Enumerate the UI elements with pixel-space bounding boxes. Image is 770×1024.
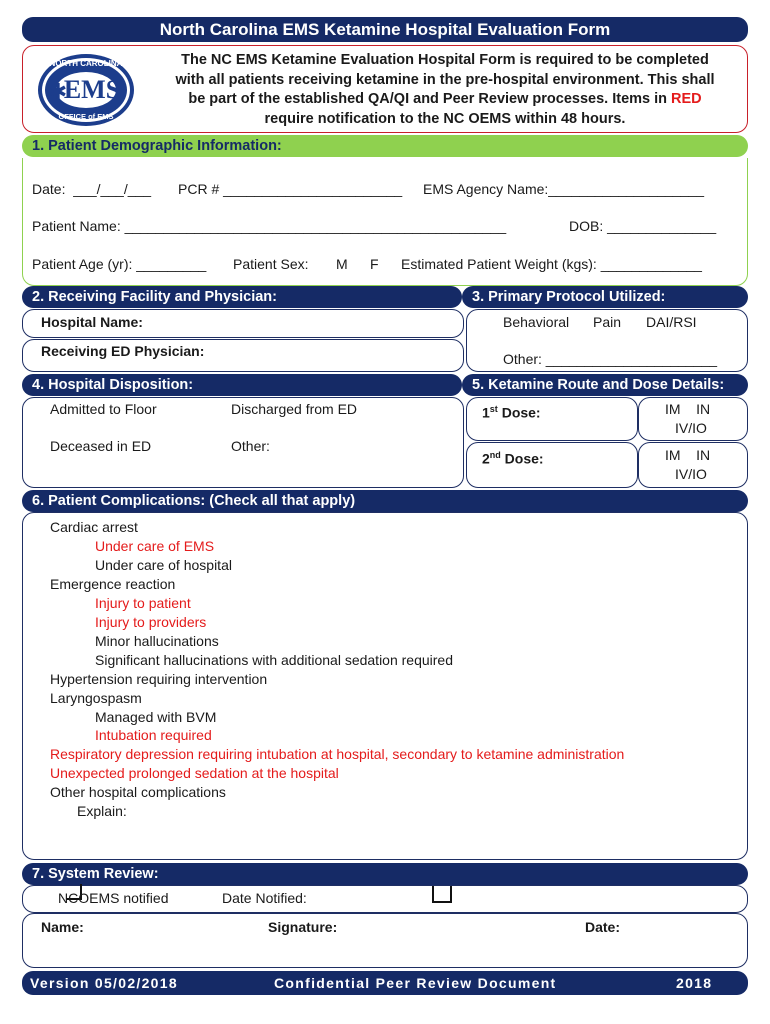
complication-item[interactable]: Intubation required xyxy=(95,727,212,744)
complication-item[interactable]: Cardiac arrest xyxy=(50,519,138,535)
disposition-discharged[interactable]: Discharged from ED xyxy=(231,401,358,417)
complication-item[interactable]: Under care of hospital xyxy=(95,556,232,573)
dose1-sup: st xyxy=(489,404,498,414)
complication-item[interactable]: Other hospital complications xyxy=(50,784,226,801)
weight-field[interactable]: Estimated Patient Weight (kgs): _____________ xyxy=(401,256,702,272)
section1-header xyxy=(22,135,748,157)
section5-title: 5. Ketamine Route and Dose Details: xyxy=(472,377,725,393)
intro-line-2: with all patients receiving ketamine in the pre-hospital environment. This shall xyxy=(175,71,715,88)
oems-notified-label: NCOEMS notified xyxy=(58,890,169,906)
logo-main-text: EMS xyxy=(63,75,121,104)
form-title: North Carolina EMS Ketamine Hospital Evaluation Form xyxy=(159,20,611,39)
section7-header xyxy=(22,863,748,885)
complication-item[interactable]: Injury to patient xyxy=(95,594,191,611)
patient-name-field[interactable]: Patient Name: _________________________________________________ xyxy=(32,218,507,234)
dose1-route-line2[interactable]: IV/IO xyxy=(675,420,707,436)
dose2-num: 2 xyxy=(482,450,490,467)
section5-header xyxy=(462,374,748,396)
section4-title: 4. Hospital Disposition: xyxy=(32,377,194,393)
intro-red-word: RED xyxy=(671,91,702,107)
disposition-deceased[interactable]: Deceased in ED xyxy=(50,438,152,454)
complication-item[interactable]: Laryngospasm xyxy=(50,689,142,706)
protocol-pain[interactable]: Pain xyxy=(593,314,622,330)
disposition-other[interactable]: Other: xyxy=(231,438,270,454)
intro-line-3 xyxy=(150,90,740,110)
date-notified-field[interactable]: Date Notified: xyxy=(222,890,307,906)
section3-header xyxy=(462,286,748,308)
form-title-bar xyxy=(22,17,748,42)
sex-m-option[interactable]: M xyxy=(336,256,348,272)
footer-bar xyxy=(22,971,748,995)
complication-item[interactable]: Respiratory depression requiring intubation at hospital, secondary to ketamine administration xyxy=(50,746,625,763)
protocol-other-field[interactable]: Other: ______________________ xyxy=(503,351,718,367)
logo-bottom-text: OFFICE of EMS xyxy=(58,112,114,121)
logo-top-text: NORTH CAROLINA xyxy=(49,59,123,68)
dose2-route-line1[interactable]: IM IN xyxy=(665,447,711,463)
pcr-field[interactable]: PCR # _______________________ xyxy=(178,181,403,197)
complication-item[interactable]: Under care of EMS xyxy=(95,537,215,554)
section6-title: 6. Patient Complications: (Check all that apply) xyxy=(32,493,356,509)
ed-physician-field[interactable]: Receiving ED Physician: xyxy=(41,343,205,359)
section4-header xyxy=(22,374,462,396)
footer-year: 2018 xyxy=(676,975,713,991)
date-field[interactable]: Date: ___/___/___ xyxy=(32,181,152,197)
dose2-route-line2[interactable]: IV/IO xyxy=(675,466,707,482)
complication-item[interactable]: Emergence reaction xyxy=(50,575,176,592)
svg-text:✱: ✱ xyxy=(48,79,68,104)
protocol-behavioral[interactable]: Behavioral xyxy=(503,314,570,330)
dose1-label: Dose: xyxy=(497,404,541,421)
intro-line-4: require notification to the NC OEMS within 48 hours. xyxy=(264,110,626,127)
complication-item[interactable]: Hypertension requiring intervention xyxy=(50,670,268,687)
oems-logo xyxy=(36,52,136,128)
disposition-admitted[interactable]: Admitted to Floor xyxy=(50,401,157,417)
dose2-sup: nd xyxy=(489,450,501,460)
review-signature-box xyxy=(22,913,748,968)
agency-field[interactable]: EMS Agency Name:____________________ xyxy=(423,181,704,197)
section3-title: 3. Primary Protocol Utilized: xyxy=(472,289,666,305)
dob-field[interactable]: DOB: ______________ xyxy=(569,218,717,234)
dose1-num: 1 xyxy=(482,404,490,421)
intro-line-3-text: be part of the established QA/QI and Peer Review processes. Items in xyxy=(188,91,672,107)
reviewer-signature-field[interactable]: Signature: xyxy=(268,919,338,935)
date-notified-checkbox[interactable] xyxy=(432,886,452,903)
complication-item[interactable]: Minor hallucinations xyxy=(95,632,219,649)
footer-confidential: Confidential Peer Review Document xyxy=(274,975,557,991)
section6-header xyxy=(22,490,748,512)
dose2-label: Dose: xyxy=(500,450,544,467)
section7-title: 7. System Review: xyxy=(32,866,159,882)
dose2-field[interactable] xyxy=(482,447,544,468)
hospital-name-field[interactable]: Hospital Name: xyxy=(41,314,143,330)
intro-line-1: The NC EMS Ketamine Evaluation Hospital Form is required to be completed xyxy=(181,52,709,68)
sex-label: Patient Sex: xyxy=(233,256,309,272)
footer-version: Version 05/02/2018 xyxy=(30,975,178,991)
dose1-field[interactable] xyxy=(482,401,541,422)
complications-list xyxy=(50,518,740,821)
complication-item[interactable]: Significant hallucinations with additional sedation required xyxy=(95,651,454,668)
protocol-dai-rsi[interactable]: DAI/RSI xyxy=(646,314,697,330)
complication-item[interactable]: Explain: xyxy=(77,803,127,820)
age-field[interactable]: Patient Age (yr): _________ xyxy=(32,256,207,272)
section2-header xyxy=(22,286,462,308)
dose1-route-line1[interactable]: IM IN xyxy=(665,401,711,417)
intro-text xyxy=(150,51,740,129)
reviewer-name-field[interactable]: Name: xyxy=(41,919,84,935)
complication-item[interactable]: Injury to providers xyxy=(95,613,207,630)
complication-item[interactable]: Unexpected prolonged sedation at the hospital xyxy=(50,765,339,782)
section1-title: 1. Patient Demographic Information: xyxy=(32,138,282,154)
complication-item[interactable]: Managed with BVM xyxy=(95,708,217,725)
section2-title: 2. Receiving Facility and Physician: xyxy=(32,289,277,305)
sex-f-option[interactable]: F xyxy=(370,256,379,272)
reviewer-date-field[interactable]: Date: xyxy=(585,919,621,935)
